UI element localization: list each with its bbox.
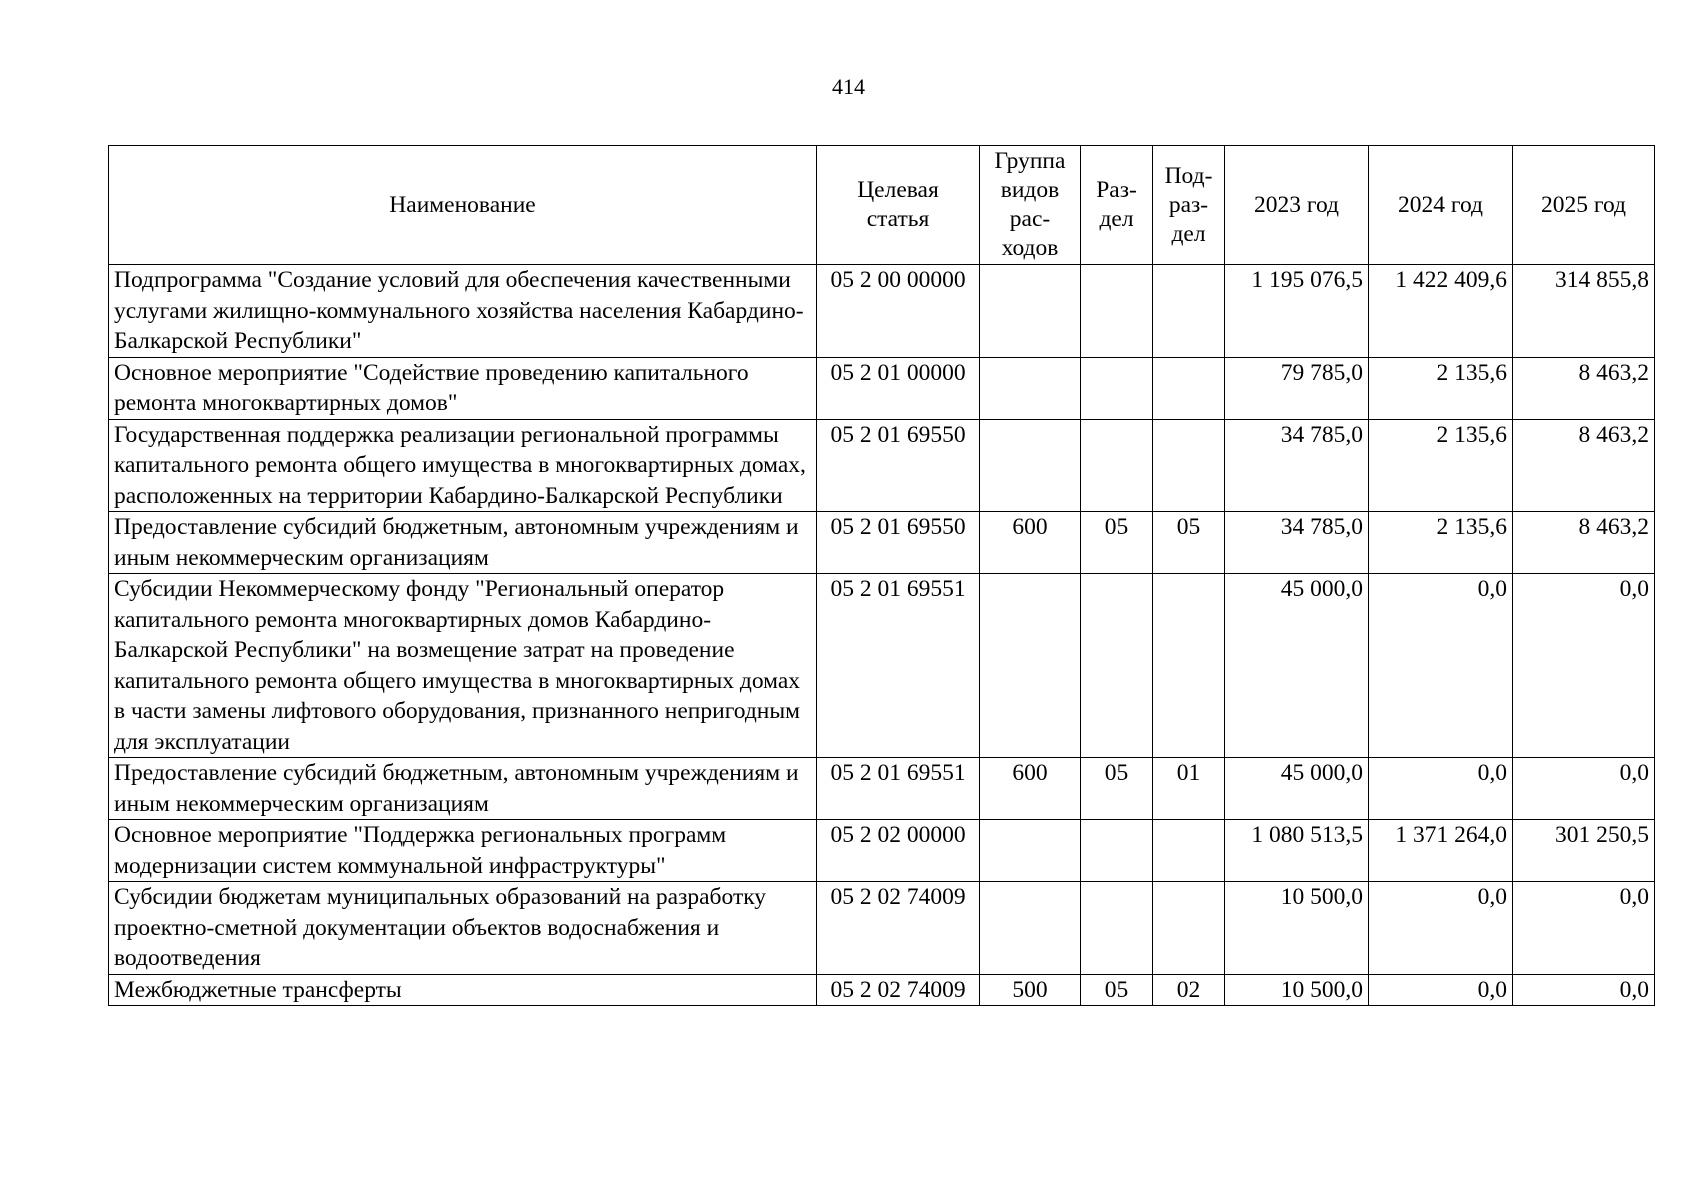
table-row xyxy=(109,882,1655,975)
budget-table xyxy=(108,145,1655,1006)
cell-name: Основное мероприятие "Поддержка региональных программ модернизации систем коммунальной инфраструктуры" xyxy=(109,820,817,882)
header-subsection-line: дел xyxy=(1171,220,1206,247)
cell-subsection xyxy=(1153,357,1225,419)
cell-year-2024: 0,0 xyxy=(1369,882,1513,975)
cell-year-2023: 34 785,0 xyxy=(1225,419,1369,512)
cell-target-article: 05 2 02 00000 xyxy=(817,820,980,882)
table-row xyxy=(109,357,1655,419)
cell-name: Предоставление субсидий бюджетным, автономным учреждениям и иным некоммерческим организациям xyxy=(109,512,817,574)
cell-expense-group xyxy=(980,820,1081,882)
cell-year-2024: 2 135,6 xyxy=(1369,419,1513,512)
cell-year-2025: 0,0 xyxy=(1513,882,1655,975)
cell-year-2025: 0,0 xyxy=(1513,758,1655,820)
cell-year-2023: 45 000,0 xyxy=(1225,758,1369,820)
cell-expense-group: 600 xyxy=(980,512,1081,574)
cell-year-2025: 8 463,2 xyxy=(1513,419,1655,512)
cell-year-2023: 1 080 513,5 xyxy=(1225,820,1369,882)
table-row xyxy=(109,574,1655,758)
header-subsection-line: Под- xyxy=(1164,162,1213,189)
table-row xyxy=(109,820,1655,882)
page-number: 414 xyxy=(832,74,865,99)
cell-section xyxy=(1081,820,1153,882)
header-year-2025: 2025 год xyxy=(1513,146,1655,265)
cell-subsection xyxy=(1153,882,1225,975)
header-group-line: видов xyxy=(1000,177,1060,203)
cell-year-2024: 1 371 264,0 xyxy=(1369,820,1513,882)
header-section xyxy=(1081,146,1153,265)
cell-name: Основное мероприятие "Содействие проведению капитального ремонта многоквартирных домов" xyxy=(109,357,817,419)
table-row xyxy=(109,974,1655,1006)
table-row xyxy=(109,512,1655,574)
table-row xyxy=(109,419,1655,512)
cell-target-article: 05 2 01 69550 xyxy=(817,512,980,574)
cell-subsection: 01 xyxy=(1153,758,1225,820)
cell-section: 05 xyxy=(1081,512,1153,574)
cell-name: Предоставление субсидий бюджетным, автономным учреждениям и иным некоммерческим организациям xyxy=(109,758,817,820)
cell-target-article: 05 2 02 74009 xyxy=(817,882,980,975)
cell-year-2023: 10 500,0 xyxy=(1225,974,1369,1006)
cell-section xyxy=(1081,357,1153,419)
cell-subsection xyxy=(1153,419,1225,512)
cell-year-2025: 0,0 xyxy=(1513,574,1655,758)
header-target-line: Целевая xyxy=(857,177,939,203)
cell-year-2023: 45 000,0 xyxy=(1225,574,1369,758)
cell-year-2024: 1 422 409,6 xyxy=(1369,265,1513,358)
cell-year-2025: 8 463,2 xyxy=(1513,357,1655,419)
header-section-line: Раз- xyxy=(1096,177,1137,203)
header-subsection xyxy=(1153,146,1225,265)
header-group-line: рас- xyxy=(1009,206,1051,232)
cell-target-article: 05 2 00 00000 xyxy=(817,265,980,358)
cell-year-2023: 79 785,0 xyxy=(1225,357,1369,419)
cell-subsection xyxy=(1153,820,1225,882)
cell-name: Государственная поддержка реализации региональной программы капитального ремонта общего имущества в многоквартирных домах, расположенных на территории Кабардино-Балкарской Республики xyxy=(109,419,817,512)
cell-year-2024: 0,0 xyxy=(1369,974,1513,1006)
header-group-line: Группа xyxy=(994,148,1066,174)
cell-subsection xyxy=(1153,574,1225,758)
cell-expense-group xyxy=(980,357,1081,419)
cell-name: Межбюджетные трансферты xyxy=(109,974,817,1006)
cell-section xyxy=(1081,882,1153,975)
cell-section xyxy=(1081,265,1153,358)
cell-year-2024: 0,0 xyxy=(1369,574,1513,758)
cell-year-2023: 34 785,0 xyxy=(1225,512,1369,574)
cell-target-article: 05 2 01 69551 xyxy=(817,758,980,820)
header-section-line: дел xyxy=(1099,206,1134,232)
cell-target-article: 05 2 02 74009 xyxy=(817,974,980,1006)
header-year-2024: 2024 год xyxy=(1369,146,1513,265)
cell-subsection: 05 xyxy=(1153,512,1225,574)
cell-year-2023: 10 500,0 xyxy=(1225,882,1369,975)
header-name: Наименование xyxy=(109,146,817,265)
cell-target-article: 05 2 01 69550 xyxy=(817,419,980,512)
cell-section: 05 xyxy=(1081,974,1153,1006)
cell-section xyxy=(1081,574,1153,758)
cell-year-2025: 0,0 xyxy=(1513,974,1655,1006)
cell-expense-group xyxy=(980,419,1081,512)
cell-year-2025: 8 463,2 xyxy=(1513,512,1655,574)
header-year-2023: 2023 год xyxy=(1225,146,1369,265)
cell-year-2024: 2 135,6 xyxy=(1369,357,1513,419)
cell-expense-group xyxy=(980,265,1081,358)
cell-expense-group xyxy=(980,882,1081,975)
header-target-article xyxy=(817,146,980,265)
cell-subsection xyxy=(1153,265,1225,358)
header-row xyxy=(109,146,1655,265)
cell-target-article: 05 2 01 69551 xyxy=(817,574,980,758)
header-expense-group xyxy=(980,146,1081,265)
cell-name: Субсидии бюджетам муниципальных образований на разработку проектно-сметной документации объектов водоснабжения и водоотведения xyxy=(109,882,817,975)
cell-year-2023: 1 195 076,5 xyxy=(1225,265,1369,358)
cell-name: Субсидии Некоммерческому фонду "Региональный оператор капитального ремонта многоквартирных домов Кабардино-Балкарской Республики" на возмещение затрат на проведение капитального ремонта общего имущества в многоквартирных домах в части замены лифтового оборудования, признанного непригодным для эксплуатации xyxy=(109,574,817,758)
cell-name: Подпрограмма "Создание условий для обеспечения качественными услугами жилищно-коммунального хозяйства населения Кабардино-Балкарской Республики" xyxy=(109,265,817,358)
table-row xyxy=(109,265,1655,358)
table-body xyxy=(109,265,1655,1006)
cell-expense-group: 600 xyxy=(980,758,1081,820)
cell-year-2025: 301 250,5 xyxy=(1513,820,1655,882)
header-subsection-line: раз- xyxy=(1168,191,1209,218)
cell-year-2024: 2 135,6 xyxy=(1369,512,1513,574)
cell-expense-group: 500 xyxy=(980,974,1081,1006)
cell-year-2025: 314 855,8 xyxy=(1513,265,1655,358)
table-row xyxy=(109,758,1655,820)
cell-section xyxy=(1081,419,1153,512)
cell-subsection: 02 xyxy=(1153,974,1225,1006)
cell-target-article: 05 2 01 00000 xyxy=(817,357,980,419)
cell-year-2024: 0,0 xyxy=(1369,758,1513,820)
header-group-line: ходов xyxy=(1001,235,1059,261)
cell-section: 05 xyxy=(1081,758,1153,820)
header-target-line: статья xyxy=(866,206,930,232)
cell-expense-group xyxy=(980,574,1081,758)
